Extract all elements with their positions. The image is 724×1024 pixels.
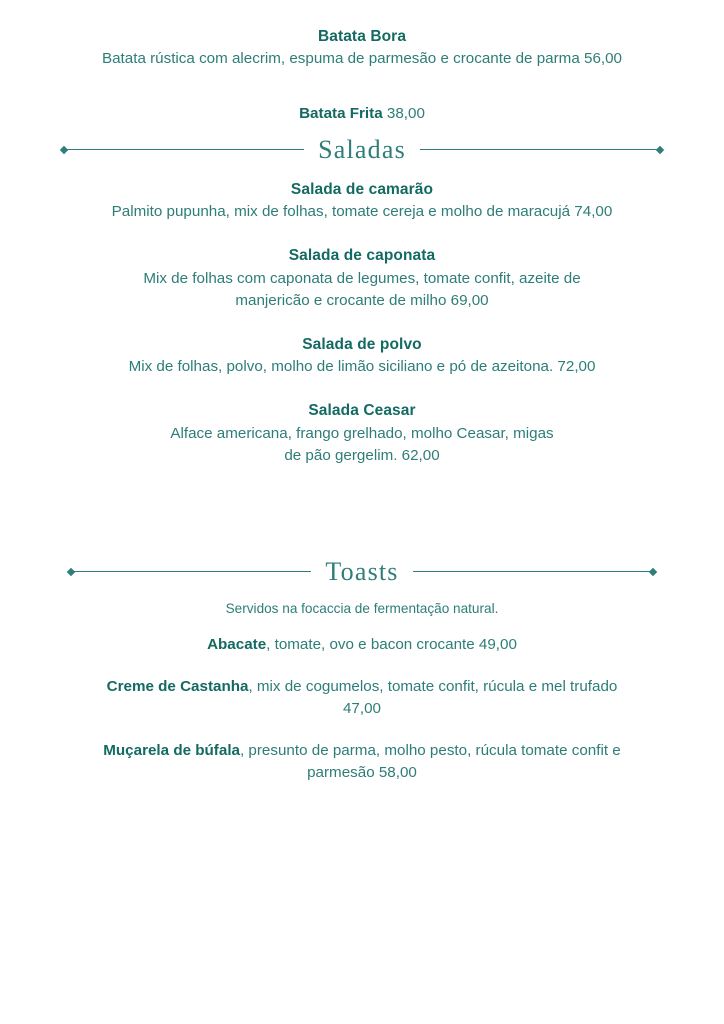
menu-item-salada-ceasar bbox=[60, 400, 664, 467]
menu-item-description: , mix de cogumelos, tomate confit, rúcula e mel trufado 47,00 bbox=[248, 677, 618, 717]
menu-item-description: , presunto de parma, molho pesto, rúcula tomate confit e parmesão 58,00 bbox=[239, 741, 621, 781]
menu-item-abacate bbox=[62, 634, 662, 656]
menu-item-name: Salada de polvo bbox=[302, 335, 422, 353]
menu-item-price: 38,00 bbox=[386, 104, 425, 122]
spacer bbox=[60, 93, 664, 103]
divider-left bbox=[64, 149, 304, 150]
divider-right bbox=[420, 149, 660, 150]
menu-item-creme-de-castanha bbox=[102, 676, 622, 720]
divider-left bbox=[71, 571, 311, 572]
menu-item-name: Abacate bbox=[207, 635, 267, 653]
menu-item-name: Salada de caponata bbox=[288, 247, 436, 265]
section-title: Toasts bbox=[325, 556, 399, 586]
menu-item-name: Creme de Castanha bbox=[106, 677, 249, 695]
menu-item-description: Alface americana, frango grelhado, molho Ceasar, migas de pão gergelim. 62,00 bbox=[170, 424, 554, 464]
section-note: Servidos na focaccia de fermentação natural. bbox=[225, 600, 499, 616]
menu-item-name: Muçarela de búfala bbox=[103, 741, 240, 759]
menu-item-name: Salada de camarão bbox=[290, 180, 434, 198]
menu-item-description: Batata rústica com alecrim, espuma de parmesão e crocante de parma 56,00 bbox=[101, 50, 623, 68]
menu-item-batata-bora bbox=[60, 26, 664, 71]
menu-item-batata-frita bbox=[62, 103, 662, 125]
section-header-saladas bbox=[60, 135, 664, 165]
menu-item-name: Batata Frita bbox=[299, 104, 383, 122]
menu-item-name: Salada Ceasar bbox=[308, 402, 416, 420]
menu-item-description: , tomate, ovo e bacon crocante 49,00 bbox=[266, 635, 517, 653]
menu-item-salada-camarao bbox=[60, 179, 664, 224]
menu-item-description: Mix de folhas com caponata de legumes, tomate confit, azeite de manjericão e crocante de milho 69,00 bbox=[143, 269, 581, 309]
spacer bbox=[60, 489, 664, 547]
menu-item-description: Mix de folhas, polvo, molho de limão siciliano e pó de azeitona. 72,00 bbox=[128, 358, 596, 376]
section-header-toasts bbox=[60, 557, 664, 587]
menu-item-salada-polvo bbox=[60, 334, 664, 379]
menu-item-salada-caponata bbox=[60, 245, 664, 312]
menu-item-name: Batata Bora bbox=[317, 28, 407, 45]
menu-item-mucarela-de-bufala bbox=[100, 740, 625, 784]
divider-right bbox=[413, 571, 653, 572]
menu-item-description: Palmito pupunha, mix de folhas, tomate cereja e molho de maracujá 74,00 bbox=[111, 203, 613, 220]
section-title: Saladas bbox=[318, 134, 406, 164]
